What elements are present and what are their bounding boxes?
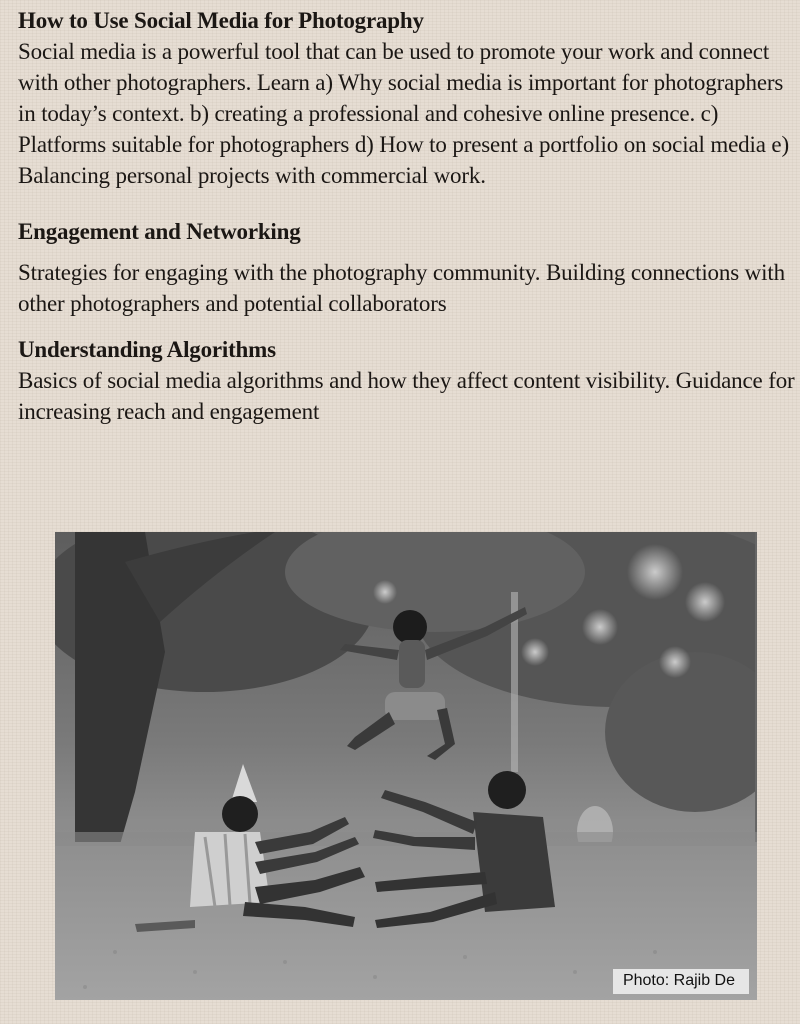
section-heading: Engagement and Networking xyxy=(18,219,301,244)
section-social-media xyxy=(18,6,796,191)
section-body: Basics of social media algorithms and how they affect content visibility. Guidance for increasing reach and engagement xyxy=(18,368,795,424)
children-playing-photo xyxy=(55,532,757,1000)
article xyxy=(18,6,796,427)
section-engagement xyxy=(18,217,796,319)
section-heading: Understanding Algorithms xyxy=(18,337,276,362)
section-body: Social media is a powerful tool that can be used to promote your work and connect with other photographers. Learn a) Why social media is important for photographers in today’s context. b) creating a professional and cohesive online presence. c) Platforms suitable for photographers d) How to present a portfolio on social media e) Balancing personal projects with commercial work. xyxy=(18,39,789,188)
photo-credit: Photo: Rajib De xyxy=(613,969,749,994)
photo-illustration xyxy=(55,532,757,1000)
section-body: Strategies for engaging with the photography community. Building connections with other photographers and potential collaborators xyxy=(18,260,785,316)
section-heading: How to Use Social Media for Photography xyxy=(18,8,424,33)
section-algorithms xyxy=(18,335,796,427)
